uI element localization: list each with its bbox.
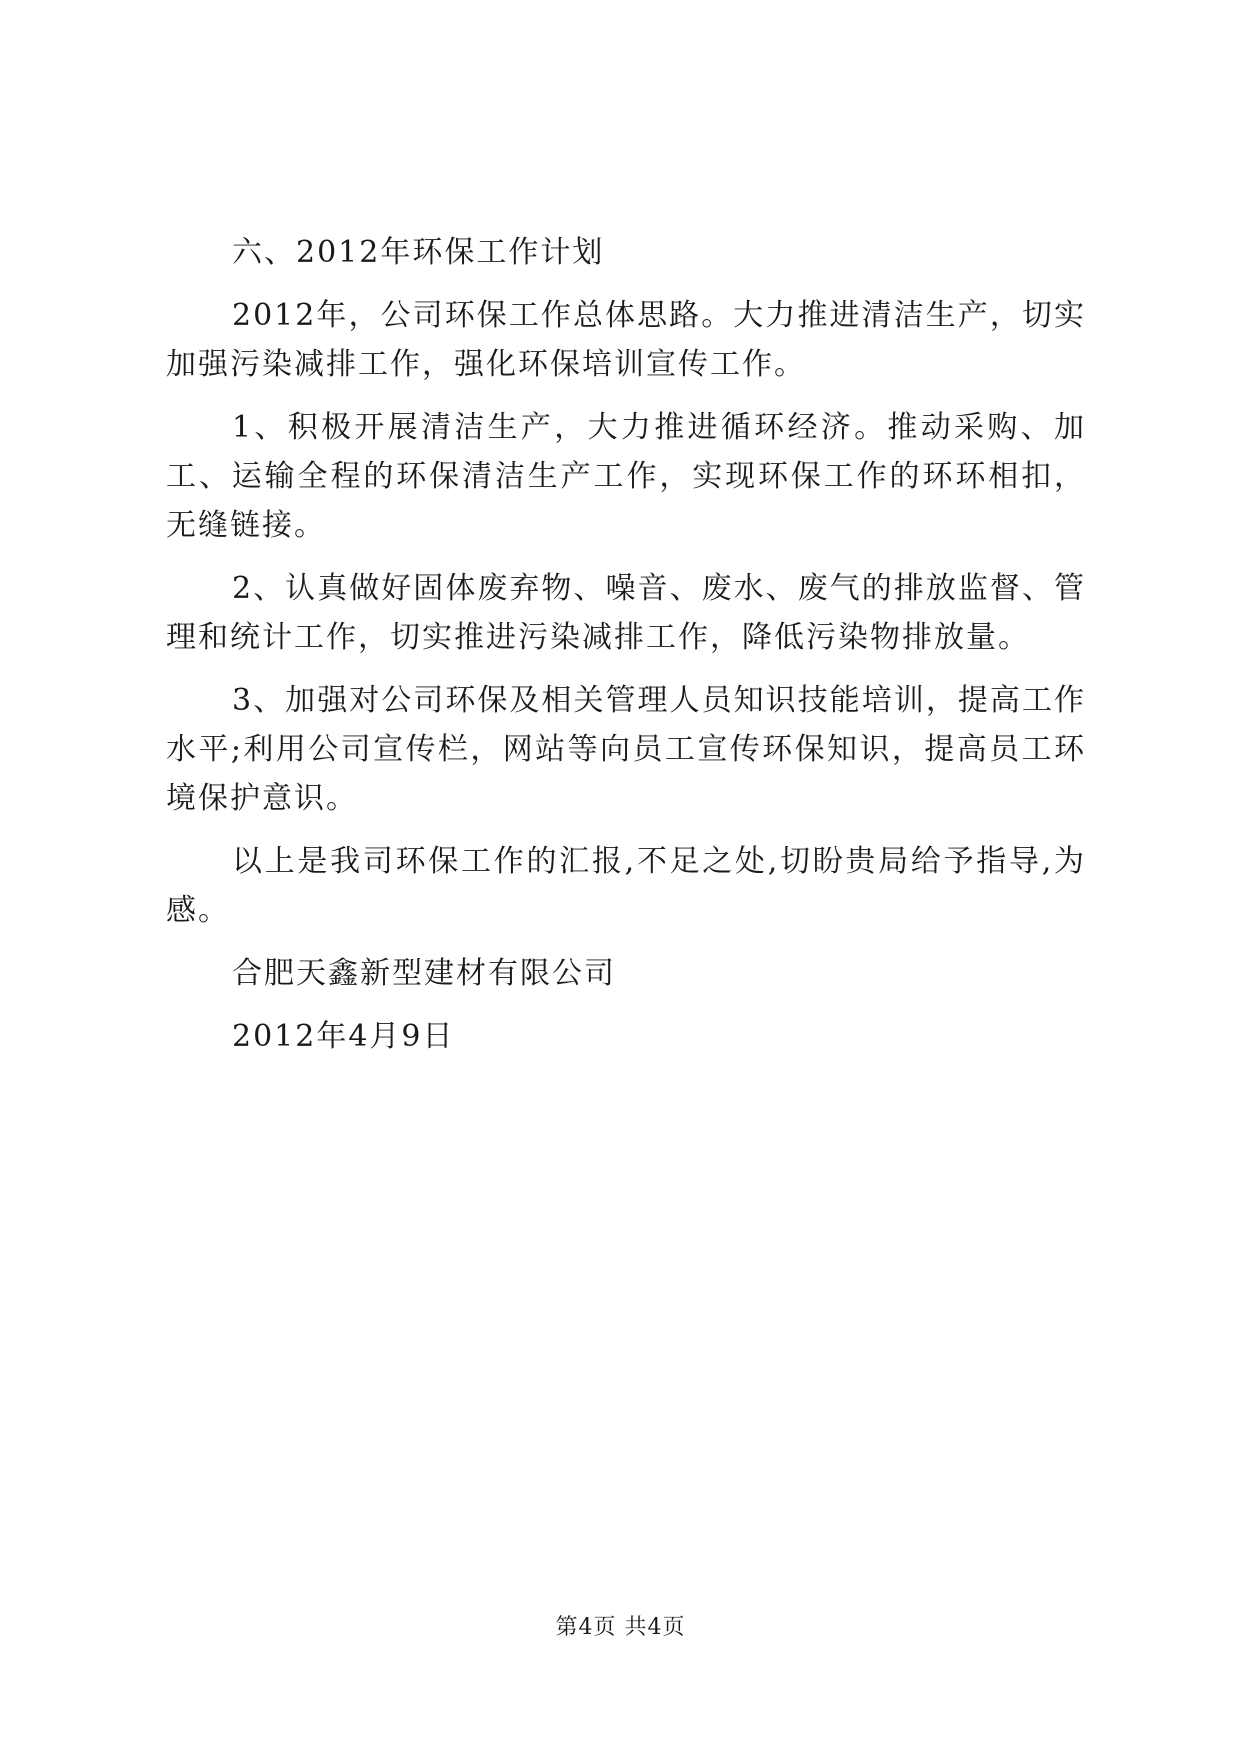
document-body bbox=[166, 228, 1086, 1075]
signature-date: 2012年4月9日 bbox=[232, 1019, 455, 1054]
paragraph-closing: 以上是我司环保工作的汇报,不足之处,切盼贵局给予指导,为感。 bbox=[166, 844, 1086, 928]
paragraph-item-1: 1、积极开展清洁生产，大力推进循环经济。推动采购、加工、运输全程的环保清洁生产工作，实现环保工作的环环相扣，无缝链接。 bbox=[166, 410, 1086, 543]
section-heading: 六、2012年环保工作计划 bbox=[232, 235, 605, 270]
paragraph-item-3: 3、加强对公司环保及相关管理人员知识技能培训，提高工作水平;利用公司宣传栏，网站等向员工宣传环保知识，提高员工环境保护意识。 bbox=[166, 683, 1086, 816]
paragraph-item-2: 2、认真做好固体废弃物、噪音、废水、废气的排放监督、管理和统计工作，切实推进污染减排工作，降低污染物排放量。 bbox=[166, 571, 1086, 655]
page-number-footer: 第4页 共4页 bbox=[555, 1615, 686, 1640]
signature-company: 合肥天鑫新型建材有限公司 bbox=[232, 956, 616, 991]
paragraph-overview: 2012年，公司环保工作总体思路。大力推进清洁生产，切实加强污染减排工作，强化环保培训宣传工作。 bbox=[166, 298, 1086, 382]
